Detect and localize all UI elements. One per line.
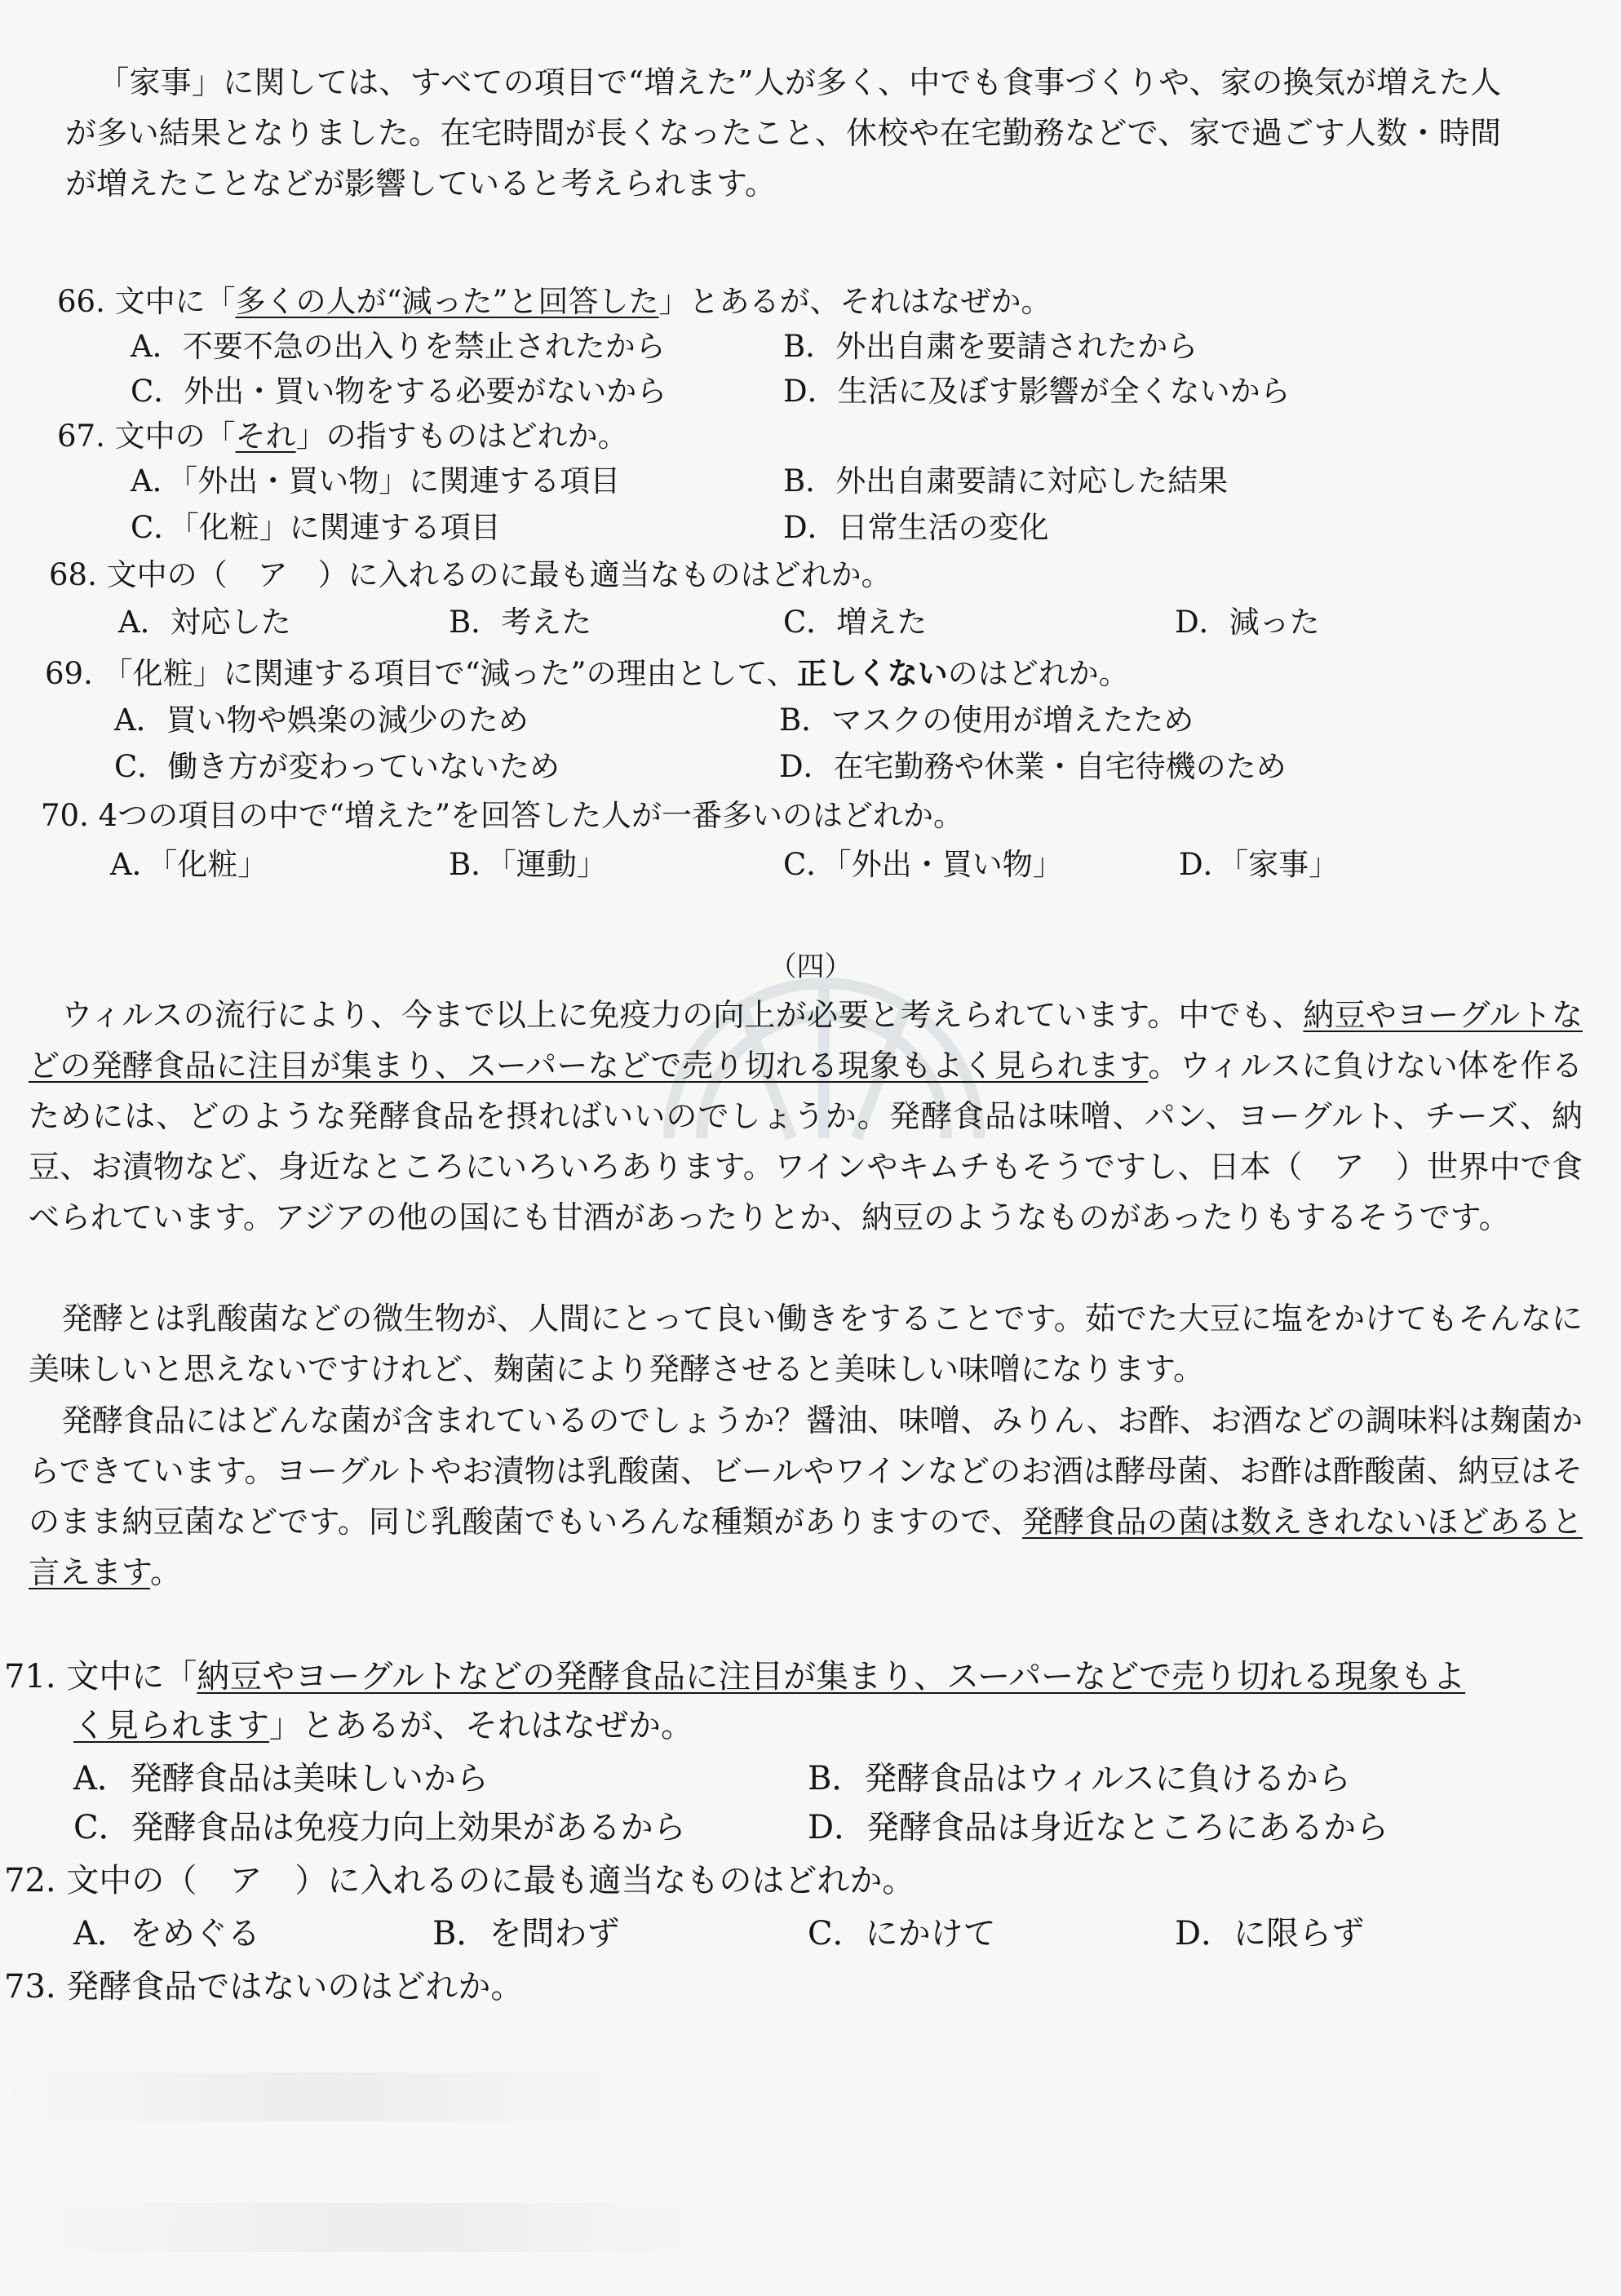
question-text: 文中の（ ア ）に入れるのに最も適当なものはどれか。 — [106, 557, 892, 592]
question-69 — [45, 653, 1129, 694]
emphasized-text: 正しくない — [796, 655, 948, 691]
option-d[interactable]: D．発酵食品は身近なところにあるから — [808, 1809, 1389, 1846]
question-67 — [57, 416, 628, 457]
question-text-pre: 文中に「 — [66, 1658, 197, 1695]
option-b[interactable]: B．発酵食品はウィルスに負けるから — [808, 1760, 1351, 1797]
question-number: 69. — [45, 656, 93, 691]
question-text-post: 」とあるが、それはなぜか。 — [269, 1707, 693, 1744]
section-title: （四） — [768, 951, 853, 983]
option-d[interactable]: D．日常生活の変化 — [783, 510, 1049, 545]
option-c[interactable]: C．外出・買い物をする必要がないから — [131, 374, 667, 409]
question-number: 72. — [4, 1862, 56, 1899]
question-number: 71. — [4, 1658, 56, 1695]
question-71 — [4, 1656, 1465, 1697]
question-text: 文中の（ ア ）に入れるのに最も適当なものはどれか。 — [66, 1862, 915, 1899]
scan-artifact — [0, 2203, 1621, 2252]
option-c[interactable]: C．発酵食品は免疫力向上効果があるから — [73, 1809, 686, 1846]
question-text-post: 」とあるが、それはなぜか。 — [658, 284, 1052, 319]
intro-paragraph — [65, 57, 1501, 209]
option-a[interactable]: A．買い物や娯楽の減少のため — [114, 703, 529, 738]
intro-text: 「家事」に関しては、すべての項目で“増えた”人が多く、中でも食事づくりや、家の換気が増えた人が多い結果となりました。在宅時間が長くなったこと、休校や在宅勤務などで、家で過ごす人数・時間が増えたことなどが影響していると考えられます。 — [65, 64, 1501, 202]
passage4-paragraph-2 — [29, 1293, 1583, 1394]
option-c[interactable]: C．働き方が変わっていないため — [114, 749, 560, 784]
option-b[interactable]: B．「運動」 — [449, 847, 607, 882]
option-b[interactable]: B．を問わず — [432, 1915, 620, 1952]
question-text: 発酵食品ではないのはどれか。 — [66, 1968, 524, 2006]
question-number: 68. — [49, 557, 97, 592]
passage-text: 。 — [149, 1554, 181, 1590]
option-c[interactable]: C．「化粧」に関連する項目 — [131, 510, 501, 545]
option-c[interactable]: C．増えた — [783, 605, 928, 640]
underlined-passage: 発酵食品の菌は数えきれないほどあると言えます — [29, 1504, 1583, 1590]
question-73 — [4, 1966, 523, 2007]
option-a[interactable]: A．「化粧」 — [110, 847, 268, 882]
question-68 — [49, 555, 892, 596]
question-number: 73. — [4, 1968, 56, 2006]
option-d[interactable]: D．生活に及ぼす影響が全くないから — [783, 374, 1291, 409]
option-d[interactable]: D．「家事」 — [1179, 847, 1340, 882]
question-number: 66. — [57, 284, 105, 319]
question-66 — [57, 281, 1051, 322]
scan-artifact — [0, 2072, 1621, 2121]
option-d[interactable]: D．に限らず — [1175, 1915, 1365, 1952]
option-b[interactable]: B．外出自粛要請に対応した結果 — [783, 463, 1229, 499]
passage4-paragraph-1 — [29, 990, 1583, 1243]
option-a[interactable]: A．「外出・買い物」に関連する項目 — [131, 463, 621, 499]
question-70 — [41, 796, 963, 836]
question-72 — [4, 1860, 915, 1901]
question-71-continued — [73, 1705, 693, 1746]
question-number: 70. — [41, 798, 89, 833]
underlined-quote: それ — [235, 419, 296, 454]
passage-text: 。ウィルスに負けない体を作るためには、どのような発酵食品を摂ればいいのでしょうか。発酵食品は味噌、パン、ヨーグルト、チーズ、納豆、お漬物など、身近なところにいろいろあります。ワインやキムチもそうですし、日本（ ア ）世界中で食べられています。アジアの他の国にも甘酒があったりとか、納豆のようなものがあったりもするそうです。 — [29, 1048, 1583, 1235]
question-text-post: のはどれか。 — [947, 656, 1129, 691]
underlined-quote: く見られます — [73, 1707, 269, 1744]
question-number: 67. — [57, 419, 105, 454]
underlined-quote: 多くの人が“減った”と回答した — [235, 284, 659, 319]
option-b[interactable]: B．考えた — [449, 605, 592, 640]
passage4-paragraph-3 — [29, 1395, 1583, 1598]
question-text-pre: 「化粧」に関連する項目で“減った”の理由として、 — [102, 656, 797, 691]
option-d[interactable]: D．減った — [1175, 605, 1320, 640]
option-a[interactable]: A．をめぐる — [73, 1915, 260, 1952]
underlined-quote: 納豆やヨーグルトなどの発酵食品に注目が集まり、スーパーなどで売り切れる現象もよ — [197, 1658, 1466, 1695]
question-text-post: 」の指すものはどれか。 — [295, 419, 628, 454]
option-a[interactable]: A．発酵食品は美味しいから — [73, 1760, 489, 1797]
question-text: 4つの項目の中で“増えた”を回答した人が一番多いのはどれか。 — [98, 798, 963, 833]
passage-text: ウィルスの流行により、今まで以上に免疫力の向上が必要と考えられています。中でも、 — [61, 997, 1304, 1033]
option-d[interactable]: D．在宅勤務や休業・自宅待機のため — [779, 749, 1287, 784]
option-a[interactable]: A．不要不急の出入りを禁止されたから — [131, 329, 666, 364]
option-a[interactable]: A．対応した — [118, 605, 291, 640]
option-c[interactable]: C．「外出・買い物」 — [783, 847, 1063, 882]
option-c[interactable]: C．にかけて — [808, 1915, 996, 1952]
underlined-passage: 納豆やヨーグルトなどの発酵食品に注目が集まり、スーパーなどで売り切れる現象もよく見られます — [29, 997, 1583, 1084]
question-text-pre: 文中に「 — [114, 284, 236, 319]
question-text-pre: 文中の「 — [114, 419, 236, 454]
option-b[interactable]: B．外出自粛を要請されたから — [783, 329, 1198, 364]
option-b[interactable]: B．マスクの使用が増えたため — [779, 703, 1194, 738]
passage-text: 発酵食品にはどんな菌が含まれているのでしょうか？醤油、味噌、みりん、お酢、お酒などの調味料は麹菌からできています。ヨーグルトやお漬物は乳酸菌、ビールやワインなどのお酒は酵母菌、お酢は酢酸菌、納豆はそのまま納豆菌などです。同じ乳酸菌でもいろんな種類がありますので、 — [29, 1403, 1583, 1540]
passage-text: 発酵とは乳酸菌などの微生物が、人間にとって良い働きをすることです。茹でた大豆に塩をかけてもそんなに美味しいと思えないですけれど、麹菌により発酵させると美味しい味噌になります。 — [29, 1301, 1583, 1387]
